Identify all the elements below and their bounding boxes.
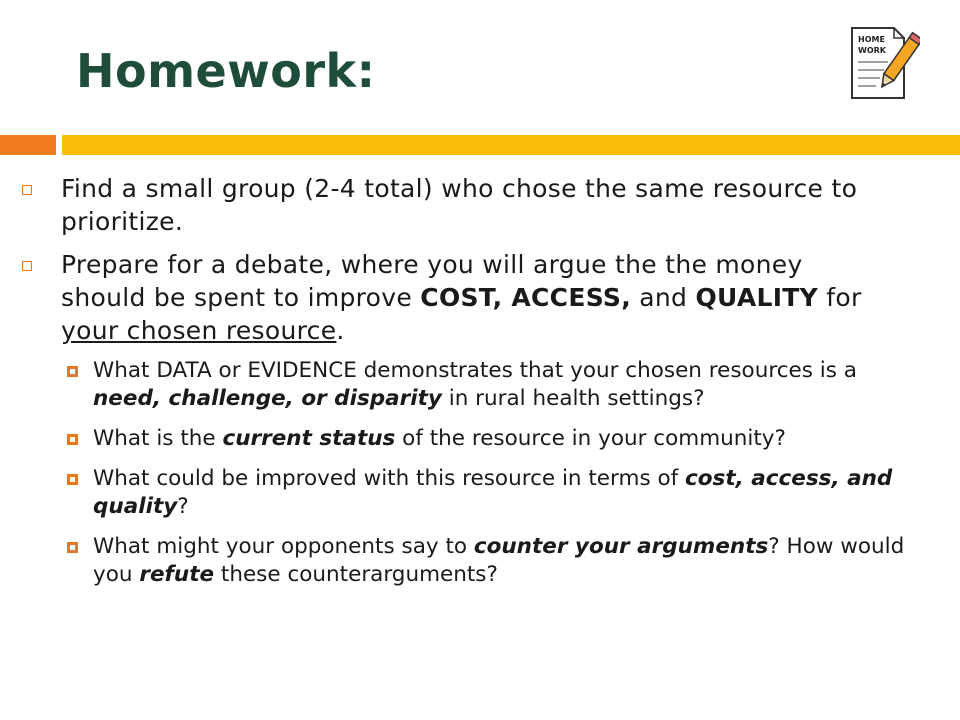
emphasis-text: cost, access, and quality — [93, 466, 893, 519]
emphasis-text: refute — [139, 562, 215, 587]
subbullet-current-status — [0, 425, 923, 453]
icon-text-work: WORK — [858, 46, 886, 55]
subbullet-text: these counterarguments? — [214, 562, 498, 587]
emphasis-text: counter your arguments — [473, 534, 769, 559]
slide-content — [0, 172, 960, 601]
hollow-square-bullet-icon — [22, 185, 32, 195]
hollow-square-bullet-icon — [22, 261, 32, 271]
subbullet-improvements — [0, 465, 923, 521]
slide-title: Homework: — [76, 44, 376, 98]
emphasis-text: current status — [222, 426, 396, 451]
subbullet-text: ? — [177, 494, 189, 519]
filled-square-bullet-icon — [67, 474, 78, 485]
emphasis-text: need, challenge, or disparity — [93, 386, 442, 411]
homework-pencil-icon — [846, 22, 920, 102]
bullet-text: . — [336, 316, 345, 345]
underlined-chosen-resource: your chosen resource — [61, 316, 337, 345]
bold-quality: QUALITY — [695, 283, 819, 312]
subbullet-data-evidence — [0, 357, 923, 413]
bullet-text: and — [631, 283, 696, 312]
bullet-text: Find a small group (2-4 total) who chose the same resource to prioritize. — [61, 174, 858, 236]
subbullet-text: What could be improved with this resource in terms of — [93, 466, 686, 491]
subbullet-text: ? How would you — [93, 534, 905, 587]
subbullet-text: What might your opponents say to — [93, 534, 474, 559]
bullet-text: Prepare for a debate, where you will argue the the money should be spent to improve — [61, 250, 803, 312]
subbullet-text: of the resource in your community? — [395, 426, 786, 451]
bullet-find-group — [0, 172, 891, 238]
filled-square-bullet-icon — [67, 366, 78, 377]
bullet-prepare-debate — [0, 248, 891, 347]
bold-cost-access: COST, ACCESS, — [420, 283, 631, 312]
filled-square-bullet-icon — [67, 542, 78, 553]
bullet-text: for — [818, 283, 862, 312]
accent-bar-yellow — [62, 135, 960, 155]
subbullet-counterarguments — [0, 533, 923, 589]
subbullet-text: in rural health settings? — [441, 386, 705, 411]
subbullet-text: What DATA or EVIDENCE demonstrates that your chosen resources is a — [93, 358, 857, 383]
accent-bar-orange — [0, 135, 56, 155]
subbullet-text: What is the — [93, 426, 223, 451]
icon-text-home: HOME — [858, 35, 885, 44]
filled-square-bullet-icon — [67, 434, 78, 445]
